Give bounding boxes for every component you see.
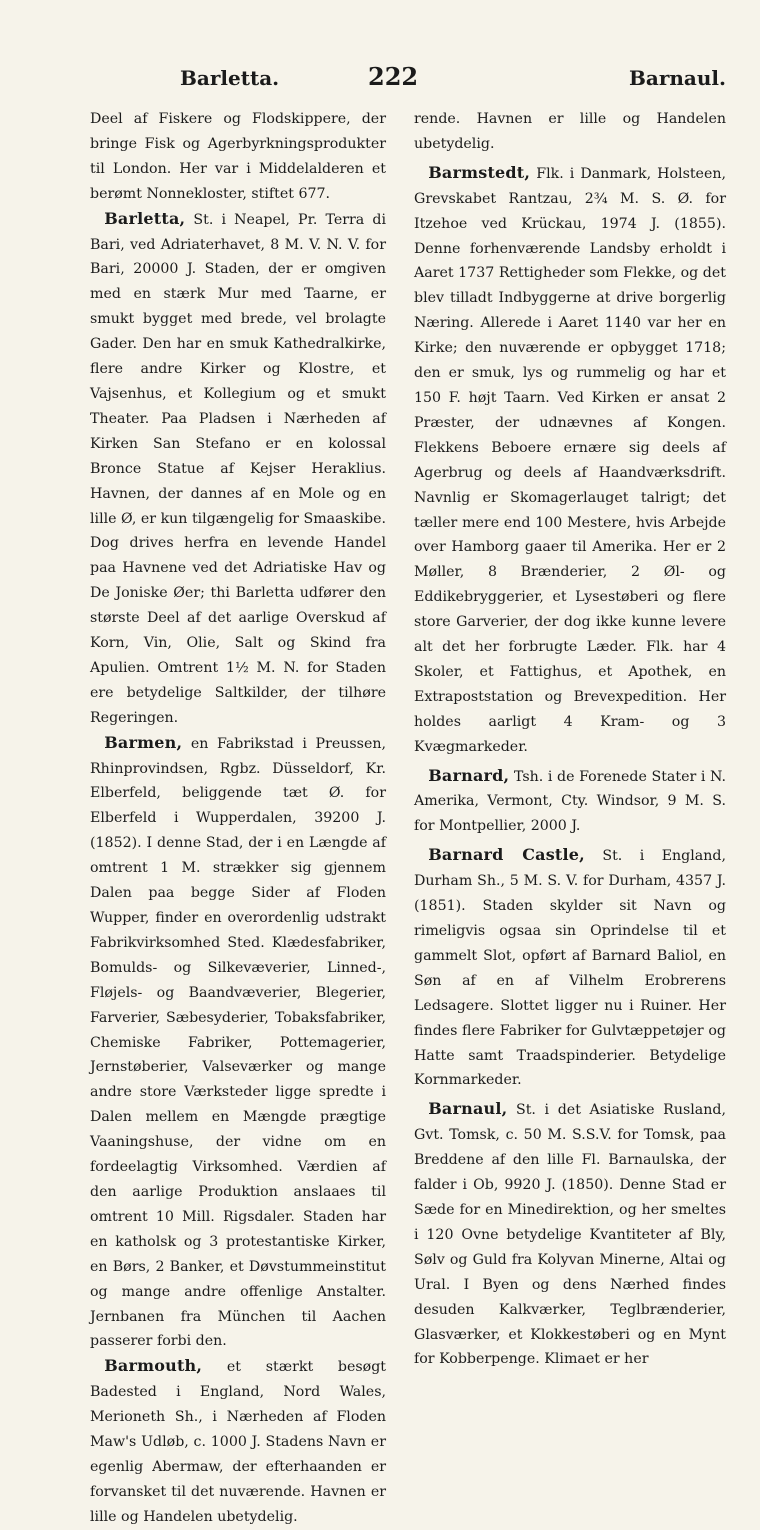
running-header [90, 62, 726, 102]
header-right-guideword: Barnaul. [628, 66, 726, 90]
headword: Barmstedt, [428, 162, 531, 182]
entry-text: St. i England, Durham Sh., 5 M. S. V. for Durham, 4357 J. (1851). Staden skylder sit Navn og rimeligvis ogsaa sin Oprindelse til et gammelt Slot, opført af Barnard Baliol, en Søn af en af Vilhelm Erobrerens Ledsagere. Slottet ligger nu i Ruiner. Her findes flere Fabriker for Gulvtæppetøjer og Hatte samt Traadspinderier. Betydelige Kornmarkeder. [414, 848, 726, 1089]
headword: Barmouth, [104, 1356, 203, 1376]
headword: Barnard, [428, 765, 510, 785]
continuation-paragraph: Deel af Fiskere og Flodskippere, der bringe Fisk og Agerbyrkningsprodukter til London. Her var i Middelalderen et berømt Nonnekloster, stiftet 677. [90, 111, 386, 202]
right-column [414, 107, 726, 1372]
continuation-paragraph: rende. Havnen er lille og Handelen ubetydelig. [414, 111, 726, 152]
entry-barletta [90, 207, 386, 731]
headword: Barnard Castle, [428, 845, 585, 865]
headword: Barnaul, [428, 1099, 508, 1119]
header-left-guideword: Barletta. [180, 66, 280, 90]
entry-barmen [90, 731, 386, 1355]
entry-text: Tsh. i de Forenede Stater i N. Amerika, Vermont, Cty. Windsor, 9 M. S. for Montpellier, 2000 J. [414, 768, 726, 835]
entry-text: St. i det Asiatiske Rusland, Gvt. Tomsk, c. 50 M. S.S.V. for Tomsk, paa Breddene af den lille Fl. Barnaulska, der falder i Ob, 9920 J. (1850). Denne Stad er Sæde for en Minedirektion, og her smeltes i 120 Ovne betydelige Kvantiteter af Bly, Sølv og Guld fra Kolyvan Minerne, Altai og Ural. I Byen og dens Nærhed findes desuden Kalkværker, Teglbrænderier, Glasværker, et Klokkestøberi og en Mynt for Kobberpenge. Klimaet er her [414, 1102, 726, 1368]
entry-text: Flk. i Danmark, Holsteen, Grevskabet Rantzau, 2¾ M. S. Ø. for Itzehoe ved Krückau, 1974 J. (1855). Denne forhenværende Landsby erholdt i Aaret 1737 Rettigheder som Flekke, og det blev tilladt Indbyggerne at drive borgerlig Næring. Allerede i Aaret 1140 var her en Kirke; den nuværende er opbygget 1718; den er smuk, lys og rummelig og har et 150 F. højt Taarn. Ved Kirken er ansat 2 Præster, der udnævnes af Kongen. Flekkens Beboere ernære sig deels af Agerbrug og deels af Haandværksdrift. Navnlig er Skomagerlauget talrigt; det tæller mere end 100 Mestere, hvis Arbejde over Hamborg gaaer til Amerika. Her er 2 Møller, 8 Brænderier, 2 Øl- og Eddikebryggerier, et Lysestøberi og flere store Garverier, der dog ikke kunne levere alt det her forbrugte Læder. Flk. har 4 Skoler, et Fattighus, et Apothek, en Extrapoststation og Brevexpedition. Her holdes aarligt 4 Kram- og 3 Kvægmarkeder. [414, 165, 727, 755]
entry-barnard [414, 764, 726, 840]
headword: Barmen, [104, 732, 183, 752]
entry-text: St. i Neapel, Pr. Terra di Bari, ved Adriaterhavet, 8 M. V. N. V. for Bari, 20000 J. Staden, der er omgiven med en stærk Mur med Taarne, er smukt bygget med brede, vel brolagte Gader. Den har en smuk Kathedralkirke, flere andre Kirker og Klostre, et Vajsenhus, et Kollegium og et smukt Theater. Paa Pladsen i Nærheden af Kirken San Stefano er en kolossal Bronce Statue af Kejser Heraklius. Havnen, der dannes af en Mole og en lille Ø, er kun tilgængelig for Smaaskibe. Dog drives herfra en levende Handel paa Havnene ved det Adriatiske Hav og De Joniske Øer; thi Barletta udfører den største Deel af det aarlige Overskud af Korn, Vin, Olie, Salt og Skind fra Apulien. Omtrent 1½ M. N. for Staden ere betydelige Saltkilder, der tilhøre Regeringen. [90, 211, 386, 726]
entry-barmstedt [414, 161, 726, 760]
headword: Barletta, [104, 208, 186, 228]
entry-text: en Fabrikstad i Preussen, Rhinprovindsen, Rgbz. Düsseldorf, Kr. Elberfeld, beliggende tæt Ø. for Elberfeld i Wupperdalen, 39200 J. (1852). I denne Stad, der i en Længde af omtrent 1 M. strækker sig gjennem Dalen paa begge Sider af Floden Wupper, finder en overordenlig udstrakt Fabrikvirksomhed Sted. Klædesfabriker, Bomulds- og Silkevæverier, Linned-, Fløjels- og Baandvæverier, Blegerier, Farverier, Sæbesyderier, Tobaksfabriker, Chemiske Fabriker, Pottemagerier, Jernstøberier, Valseværker og mange andre store Værksteder ligge spredte i Dalen mellem en Mængde prægtige Vaaningshuse, der vidne om en fordeelagtig Virksomhed. Værdien af den aarlige Produktion anslaaes til omtrent 10 Mill. Rigsdaler. Staden har en katholsk og 3 protestantiske Kirker, en Børs, 2 Banker, et Døvstummeinstitut og mange andre offenlige Anstalter. Jernbanen fra München til Aachen passerer forbi den. [90, 735, 386, 1350]
left-column [90, 107, 386, 1530]
entry-barnard-castle [414, 843, 726, 1093]
entry-barmouth [90, 1354, 386, 1529]
page-number: 222 [368, 62, 419, 91]
entry-text: et stærkt besøgt Badested i England, Nord Wales, Merioneth Sh., i Nærheden af Floden Maw's Udløb, c. 1000 J. Stadens Navn er egenlig Abermaw, der efterhaanden er forvansket til det nuværende. Havnen er lille og Handelen ubetydelig. [90, 1359, 386, 1525]
entry-barnaul [414, 1097, 726, 1372]
